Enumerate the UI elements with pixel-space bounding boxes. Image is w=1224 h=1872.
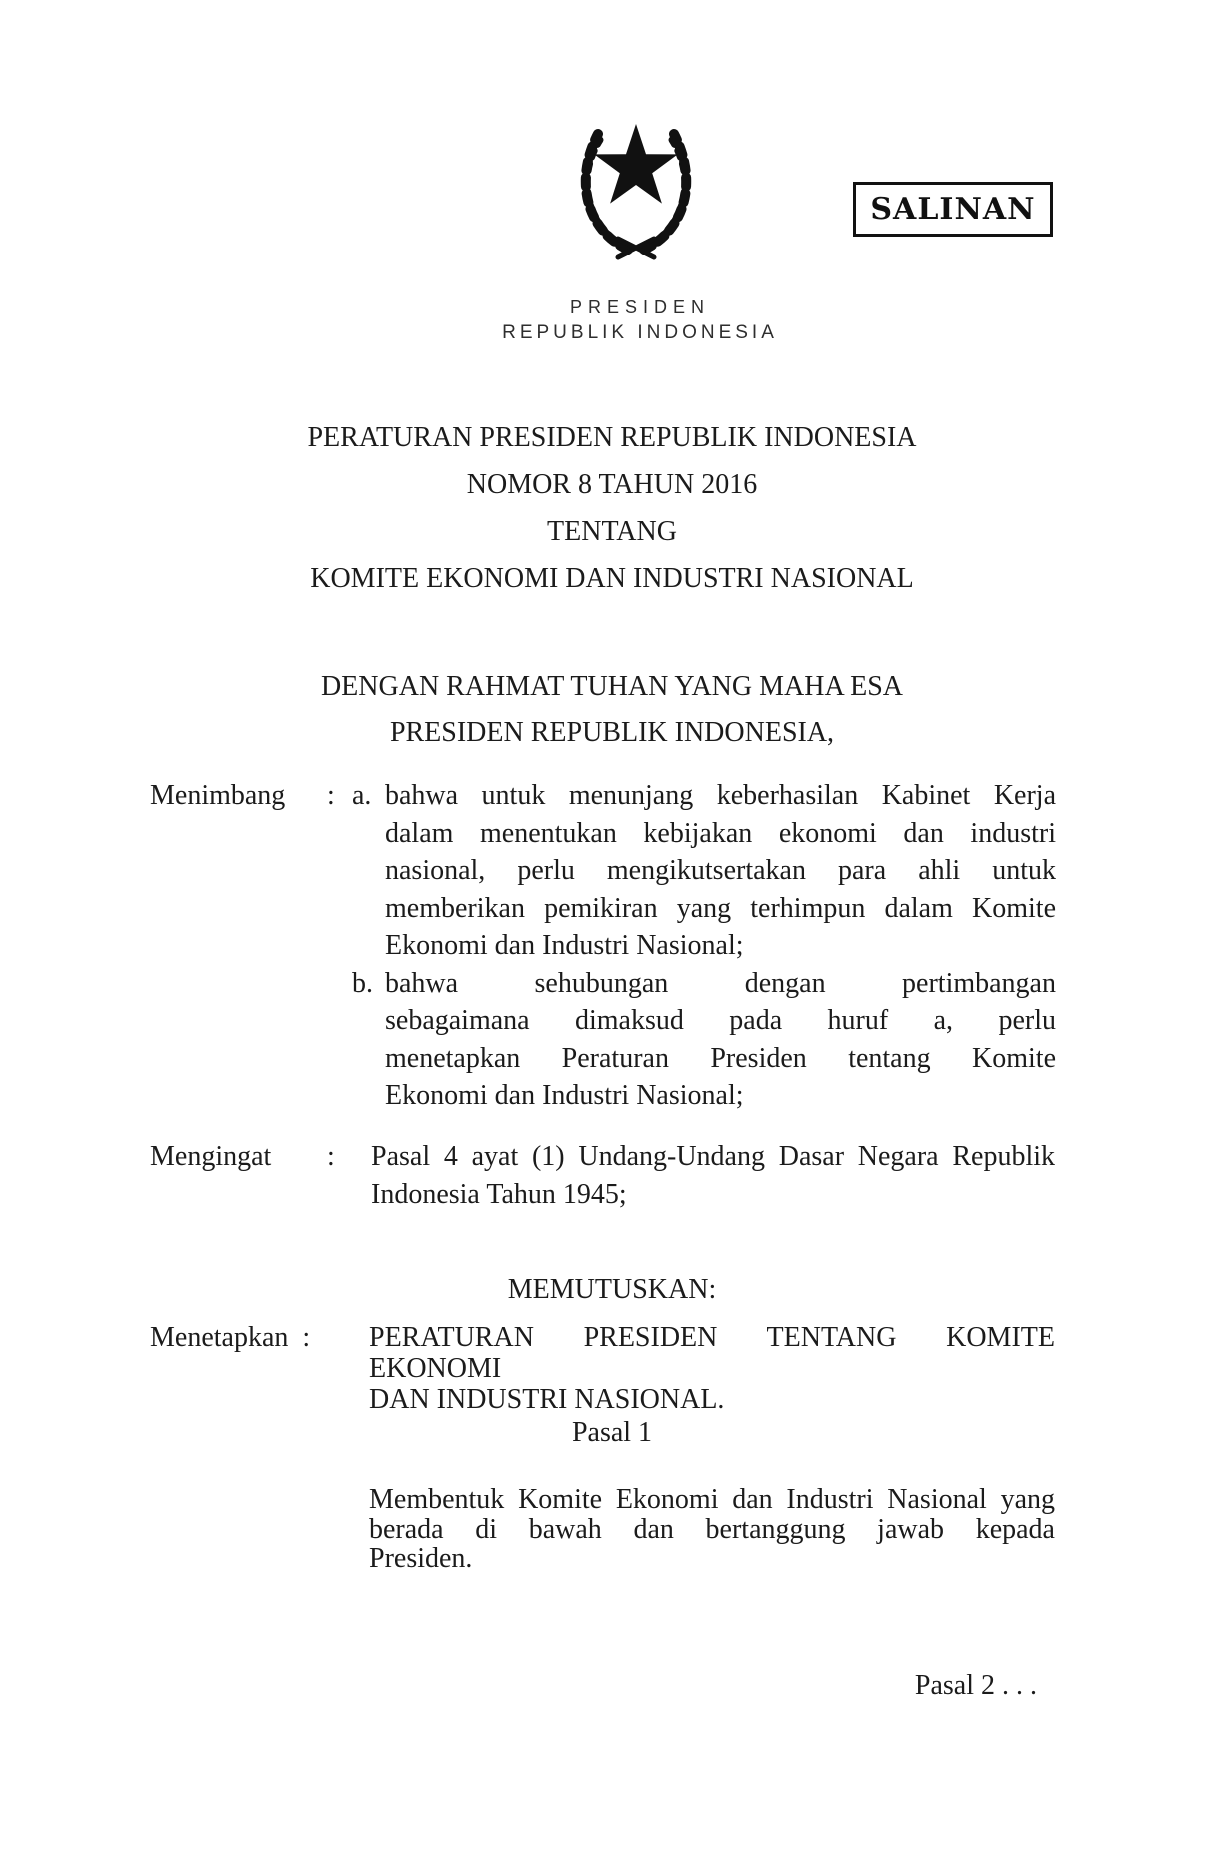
item-text [385,777,1056,965]
menetapkan-label-text: Menetapkan [150,1322,289,1353]
text-line: Ekonomi dan Industri Nasional; [385,930,744,961]
menimbang-colon: : [327,780,335,811]
preamble [0,664,1224,756]
salinan-stamp [853,182,1053,237]
title-line-tentang: TENTANG [547,516,677,547]
menetapkan-colon: : [302,1322,311,1353]
text-line: Ekonomi dan Industri Nasional; [385,1080,744,1111]
pasal-1-heading: Pasal 1 [571,1417,653,1448]
letterhead-line-republik-indonesia: REPUBLIK INDONESIA [502,322,778,343]
text-line: Pasal 4 ayat (1) Undang-Undang Dasar Negara Republik [371,1141,1055,1172]
regulation-title [0,414,1224,602]
catchword-pasal-2: Pasal 2 . . . [914,1670,1037,1701]
mengingat-label: Mengingat [150,1141,272,1172]
text-line: berada di bawah dan bertanggung jawab kepada [369,1513,1055,1545]
text-line: nasional, perlu mengikutsertakan para ahli untuk [385,855,1056,886]
text-line: menetapkan Peraturan Presiden tentang Komite [385,1042,1056,1074]
text-line: bahwa untuk menunjang keberhasilan Kabinet Kerja [385,780,1056,811]
text-line: Presiden. [369,1543,473,1574]
item-text [385,965,1056,1115]
title-line-nomor: NOMOR 8 TAHUN 2016 [466,469,758,500]
salinan-stamp-label: SALINAN [870,192,1036,227]
text-line: DAN INDUSTRI NASIONAL. [369,1384,725,1415]
text-line: sebagaimana dimaksud pada huruf a, perlu [385,1005,1056,1036]
menimbang-label: Menimbang [150,780,286,811]
text-line: bahwa sehubungan dengan pertimbangan [385,967,1056,999]
text-line: PERATURAN PRESIDEN TENTANG KOMITE EKONOMI [369,1322,1055,1384]
menimbang-item-a [352,777,1056,965]
section-menetapkan [150,1322,1056,1415]
mengingat-text [371,1138,1055,1214]
letterhead [28,294,1224,346]
menetapkan-label [150,1322,369,1415]
section-mengingat [150,1138,1056,1214]
text-line: Indonesia Tahun 1945; [371,1179,627,1210]
preamble-line-rahmat: DENGAN RAHMAT TUHAN YANG MAHA ESA [320,671,904,702]
text-line: Membentuk Komite Ekonomi dan Industri Nasional yang [369,1484,1055,1515]
menimbang-items [352,777,1056,1115]
mengingat-colon: : [327,1141,335,1172]
menetapkan-text [369,1322,1055,1415]
text-line: dalam menentukan kebijakan ekonomi dan industri [385,817,1056,849]
letterhead-line-presiden: PRESIDEN [569,297,711,317]
menimbang-item-b [352,965,1056,1115]
title-line-subject: KOMITE EKONOMI DAN INDUSTRI NASIONAL [310,563,914,594]
text-line: memberikan pemikiran yang terhimpun dalam Komite [385,892,1056,924]
presidential-star-wreath-emblem-icon [556,104,716,264]
item-letter: b. [352,967,373,999]
preamble-line-presiden: PRESIDEN REPUBLIK INDONESIA, [389,717,835,748]
section-menimbang [150,777,1056,1115]
item-letter: a. [352,780,372,811]
memutuskan-heading: MEMUTUSKAN: [507,1274,717,1305]
title-line-peraturan: PERATURAN PRESIDEN REPUBLIK INDONESIA [307,422,917,453]
pasal-1-body [369,1485,1055,1574]
